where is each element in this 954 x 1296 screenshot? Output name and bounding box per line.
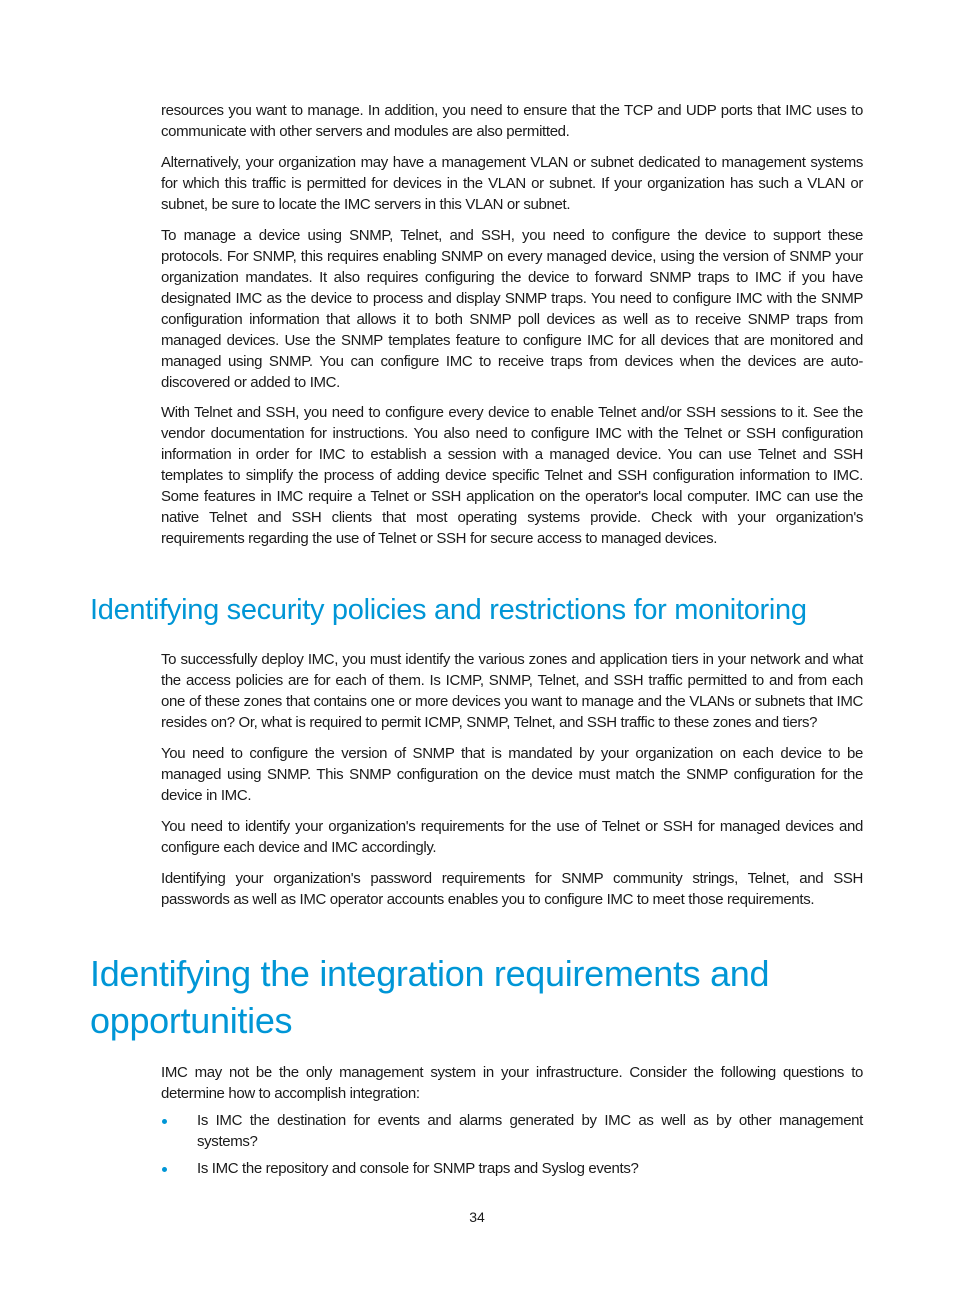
page-number: 34 <box>469 1209 485 1225</box>
paragraph: To manage a device using SNMP, Telnet, and SSH, you need to configure the device to support these protocols. For SNMP, this requires enabling SNMP on every managed device, using the version of SNMP your organization mandates. It also requires configuring the device to forward SNMP traps to IMC if you have designated IMC as the device to process and display SNMP traps. You need to configure IMC with the SNMP configuration information that allows it to both SNMP poll devices as well as to receive SNMP traps from managed devices. Use the SNMP templates feature to configure IMC for all devices that are monitored and managed using SNMP. You can configure IMC to receive traps from devices when the devices are auto-discovered or added to IMC. <box>161 227 863 391</box>
paragraph: IMC may not be the only management system in your infrastructure. Consider the following questions to determine how to accomplish integration: <box>161 1064 863 1102</box>
bullet-list <box>161 1110 863 1179</box>
paragraph: Identifying your organization's password requirements for SNMP community strings, Telnet, and SSH passwords as well as IMC operator accounts enables you to configure IMC to meet those requirements. <box>161 870 863 908</box>
paragraph: Alternatively, your organization may have a management VLAN or subnet dedicated to management systems for which this traffic is permitted for devices in the VLAN or subnet. If your organization has such a VLAN or subnet, be sure to locate the IMC servers in this VLAN or subnet. <box>161 154 863 213</box>
paragraph: You need to identify your organization's requirements for the use of Telnet or SSH for managed devices and configure each device and IMC accordingly. <box>161 818 863 856</box>
bullet-icon <box>162 1167 167 1172</box>
paragraph: To successfully deploy IMC, you must identify the various zones and application tiers in your network and what the access policies are for each of them. Is ICMP, SNMP, Telnet, and SSH traffic permitted to and from each one of these zones that contains one or more devices you want to manage and the VLANs or subnets that IMC resides on? Or, what is required to permit ICMP, SNMP, Telnet, and SSH traffic to these zones and tiers? <box>161 651 863 731</box>
paragraph: resources you want to manage. In addition, you need to ensure that the TCP and UDP ports that IMC uses to communicate with other servers and modules are also permitted. <box>161 102 863 140</box>
list-item-text: Is IMC the destination for events and alarms generated by IMC as well as by other management systems? <box>197 1112 863 1150</box>
list-item-text: Is IMC the repository and console for SNMP traps and Syslog events? <box>197 1160 639 1177</box>
section-heading-security: Identifying security policies and restrictions for monitoring <box>90 594 807 626</box>
paragraph: You need to configure the version of SNMP that is mandated by your organization on each device to be managed using SNMP. This SNMP configuration on the device must match the SNMP configuration for the device in IMC. <box>161 745 863 804</box>
list-item <box>161 1110 863 1152</box>
security-section <box>161 649 863 910</box>
list-item <box>161 1158 863 1179</box>
paragraph: With Telnet and SSH, you need to configure every device to enable Telnet and/or SSH sessions to it. See the vendor documentation for instructions. You also need to configure IMC with the Telnet or SSH configuration information in order for IMC to establish a session with a managed device. You can use Telnet and SSH templates to simplify the process of adding device specific Telnet and SSH configuration information to IMC. Some features in IMC require a Telnet or SSH application on the operator's local computer. IMC can use the native Telnet and SSH clients that most operating systems provide. Check with your organization's requirements regarding the use of Telnet or SSH for secure access to managed devices. <box>161 404 863 547</box>
section-heading-integration: Identifying the integration requirements and opportunities <box>90 953 770 1041</box>
integration-section <box>161 1062 863 1185</box>
intro-section <box>161 100 863 549</box>
bullet-icon <box>162 1119 167 1124</box>
